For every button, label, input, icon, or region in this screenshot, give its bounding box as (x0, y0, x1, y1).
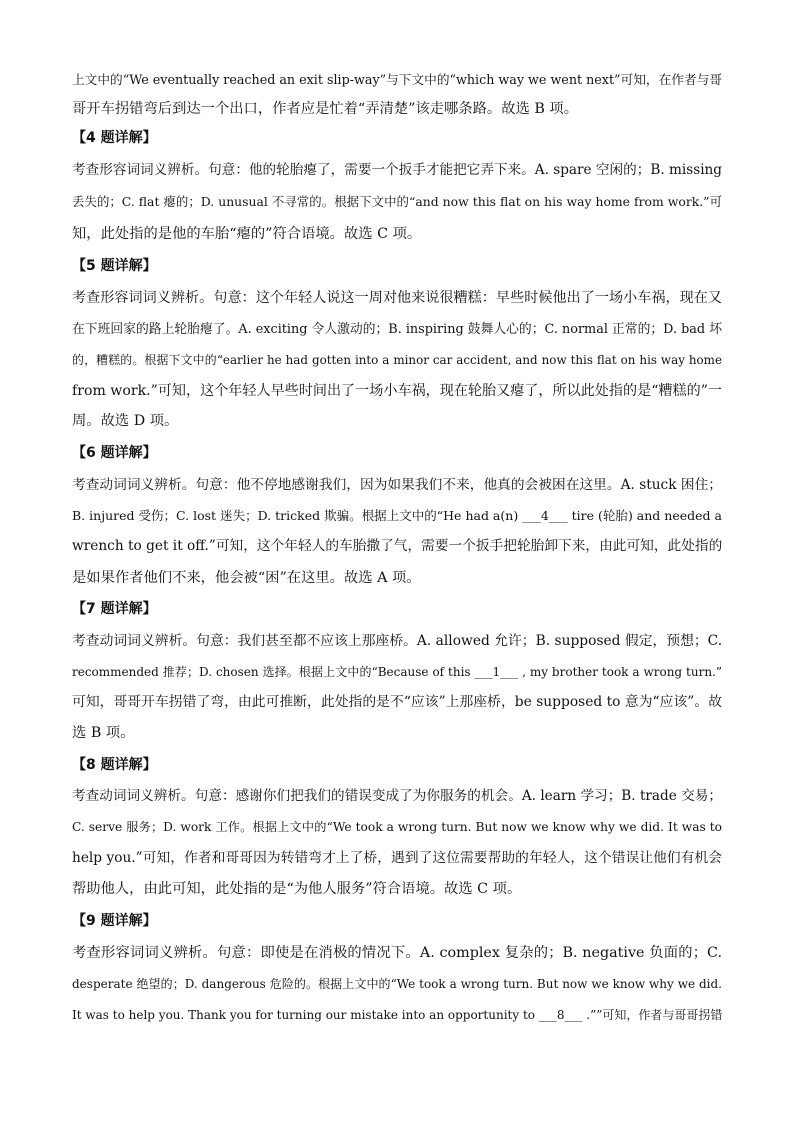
text-line: help you.”可知，作者和哥哥因为转错弯才上了桥，遇到了这位需要帮助的年轻人，这个错误让他们有机会 (72, 850, 722, 866)
text-line: C. serve 服务；D. work 工作。根据上文中的“We took a wrong turn. But now we know why we did. It was to (72, 820, 722, 834)
text-line: 丢失的；C. flat 瘪的；D. unusual 不寻常的。根据下文中的“and now this flat on his way home from work.”可 (72, 194, 722, 209)
text-line: 哥开车拐错弯后到达一个出口，作者应是忙着“弄清楚”该走哪条路。故选 B 项。 (72, 101, 579, 117)
text-line: 考查动词词义辨析。句意：他不停地感谢我们，因为如果我们不来，他真的会被困在这里。A. stuck 困住； (72, 477, 722, 493)
section-heading: 【8 题详解】 (72, 757, 157, 773)
text-line: desperate 绝望的；D. dangerous 危险的。根据上文中的“We took a wrong turn. But now we know why we did. (72, 977, 722, 991)
text-line: 帮助他人，由此可知，此处指的是“为他人服务”符合语境。故选 C 项。 (72, 881, 522, 897)
section-heading: 【9 题详解】 (72, 913, 157, 929)
text-line: 可知，哥哥开车拐错了弯，由此可推断，此处指的是不“应该”上那座桥，be supposed to 意为“应该”。故 (72, 694, 722, 710)
text-line: wrench to get it off.”可知，这个年轻人的车胎撒了气，需要一个扳手把轮胎卸下来，由此可知，此处指的 (72, 538, 723, 554)
text-line: 的，糟糕的。根据下文中的“earlier he had gotten into a minor car accident, and now this flat on his way home (72, 353, 722, 367)
section-heading: 【5 题详解】 (72, 258, 157, 274)
text-line: 考查形容词词义辨析。句意：即使是在消极的情况下。A. complex 复杂的；B. negative 负面的；C. (72, 945, 722, 961)
section-heading: 【4 题详解】 (72, 130, 157, 146)
text-line: 知，此处指的是他的车胎“瘪的”符合语境。故选 C 项。 (72, 226, 422, 242)
text-line: 考查形容词词义辨析。句意：这个年轻人说这一周对他来说很糟糕：早些时候他出了一场小车祸，现在又 (72, 290, 722, 306)
text-line: 是如果作者他们不来，他会被“困”在这里。故选 A 项。 (72, 570, 421, 586)
section-heading: 【6 题详解】 (72, 445, 157, 461)
text-line: It was to help you. Thank you for turning our mistake into an opportunity to ___8___ .””可知，作者与哥哥拐错 (72, 1008, 723, 1022)
text-line: 在下班回家的路上轮胎瘪了。A. exciting 令人激动的；B. inspiring 鼓舞人心的；C. normal 正常的；D. bad 坏 (72, 322, 722, 337)
text-line: 选 B 项。 (72, 725, 135, 741)
text-line: recommended 推荐；D. chosen 选择。根据上文中的“Because of this ___1___ , my brother took a wrong turn.” (72, 665, 722, 679)
text-line: 考查动词词义辨析。句意：我们甚至都不应该上那座桥。A. allowed 允许；B. supposed 假定，预想；C. (72, 633, 723, 649)
text-line: from work.”可知，这个年轻人早些时间出了一场小车祸，现在轮胎又瘪了，所以此处指的是“糟糕的”一 (72, 383, 722, 399)
text-line: 上文中的“We eventually reached an exit slip-way”与下文中的“which way we went next”可知，在作者与哥 (72, 72, 723, 87)
text-line: B. injured 受伤；C. lost 迷失；D. tricked 欺骗。根据上文中的“He had a(n) ___4___ tire (轮胎) and needed a (72, 508, 722, 523)
text-line: 周。故选 D 项。 (72, 413, 179, 429)
section-heading: 【7 题详解】 (72, 601, 157, 617)
text-line: 考查形容词词义辨析。句意：他的轮胎瘪了，需要一个扳手才能把它弄下来。A. spare 空闲的；B. missing (72, 162, 722, 178)
text-line: 考查动词词义辨析。句意：感谢你们把我们的错误变成了为你服务的机会。A. learn 学习；B. trade 交易； (72, 788, 722, 804)
